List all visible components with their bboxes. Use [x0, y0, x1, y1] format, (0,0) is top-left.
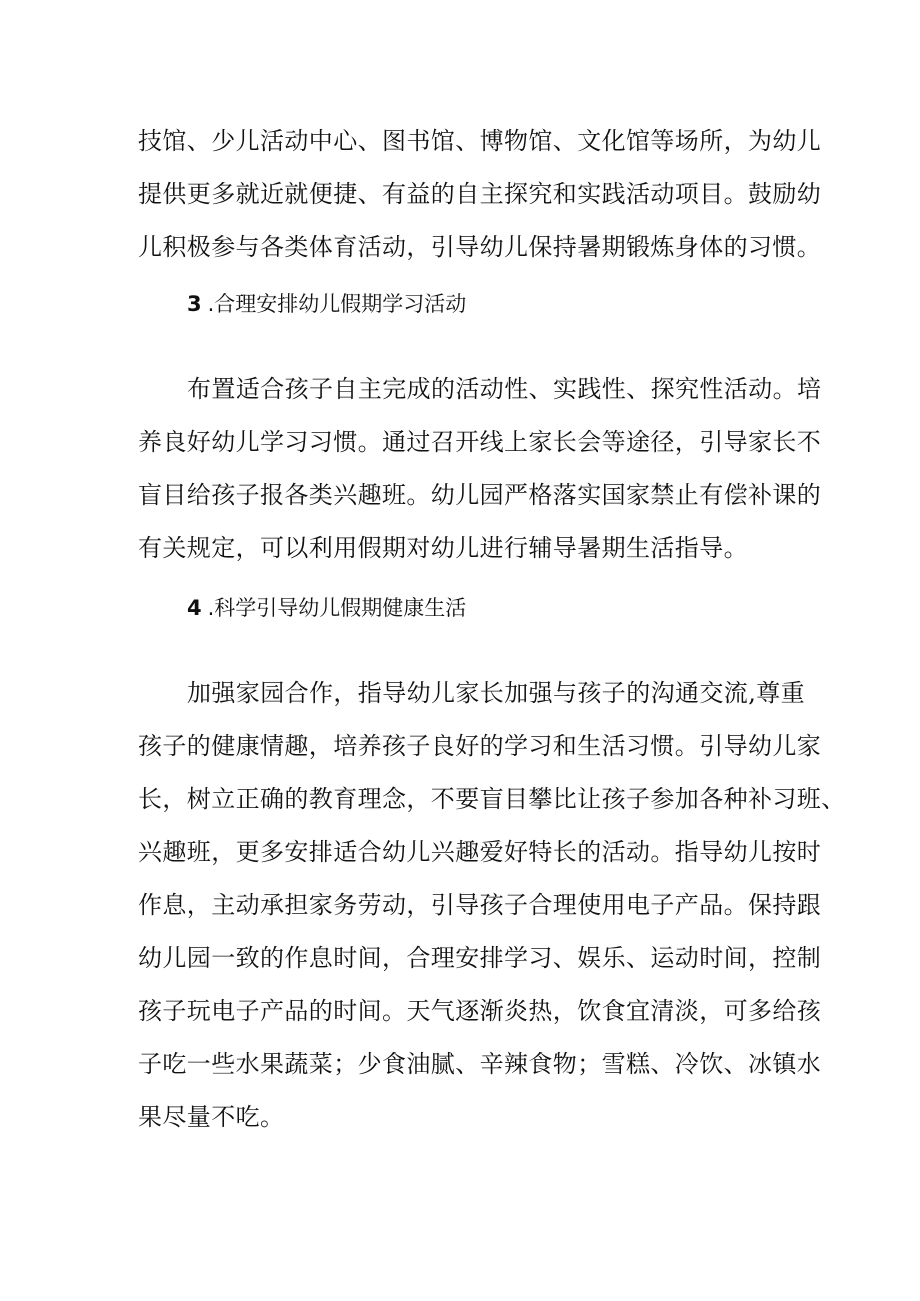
paragraph-line: 作息，主动承担家务劳动，引导孩子合理使用电子产品。保持跟 — [138, 891, 822, 919]
paragraph-line: 加强家园合作，指导幼儿家长加强与孩子的沟通交流,尊重 — [187, 679, 806, 707]
paragraph-line: 果尽量不吃。 — [138, 1103, 285, 1131]
paragraph-line: 长，树立正确的教育理念，不要盲目攀比让孩子参加各种补习班、 — [138, 785, 846, 813]
paragraph-line: 技馆、少儿活动中心、图书馆、博物馆、文化馆等场所，为幼儿 — [138, 127, 822, 155]
paragraph-line: 子吃一些水果蔬菜；少食油腻、辛辣食物；雪糕、冷饮、冰镇水 — [138, 1050, 822, 1078]
section-number: 3 — [187, 292, 202, 316]
paragraph-line: 幼儿园一致的作息时间，合理安排学习、娱乐、运动时间，控制 — [138, 944, 822, 972]
paragraph-line: 提供更多就近就便捷、有益的自主探究和实践活动项目。鼓励幼 — [138, 180, 822, 208]
paragraph-line: 孩子的健康情趣，培养孩子良好的学习和生活习惯。引导幼儿家 — [138, 732, 822, 760]
paragraph-line: 兴趣班，更多安排适合幼儿兴趣爱好特长的活动。指导幼儿按时 — [138, 838, 822, 866]
paragraph-line: 养良好幼儿学习习惯。通过召开线上家长会等途径，引导家长不 — [138, 428, 822, 456]
section-title: .科学引导幼儿假期健康生活 — [207, 596, 467, 620]
section-title: .合理安排幼儿假期学习活动 — [207, 292, 467, 316]
section-number: 4 — [187, 596, 202, 620]
paragraph-line: 盲目给孩子报各类兴趣班。幼儿园严格落实国家禁止有偿补课的 — [138, 481, 822, 509]
paragraph-line: 儿积极参与各类体育活动，引导幼儿保持暑期锻炼身体的习惯。 — [138, 233, 822, 261]
section-heading-4 — [187, 593, 466, 623]
section-heading-3 — [187, 289, 466, 319]
paragraph-line: 有关规定，可以利用假期对幼儿进行辅导暑期生活指导。 — [138, 534, 748, 562]
paragraph-line: 布置适合孩子自主完成的活动性、实践性、探究性活动。培 — [187, 375, 822, 403]
paragraph-line: 孩子玩电子产品的时间。天气逐渐炎热，饮食宜清淡，可多给孩 — [138, 997, 822, 1025]
